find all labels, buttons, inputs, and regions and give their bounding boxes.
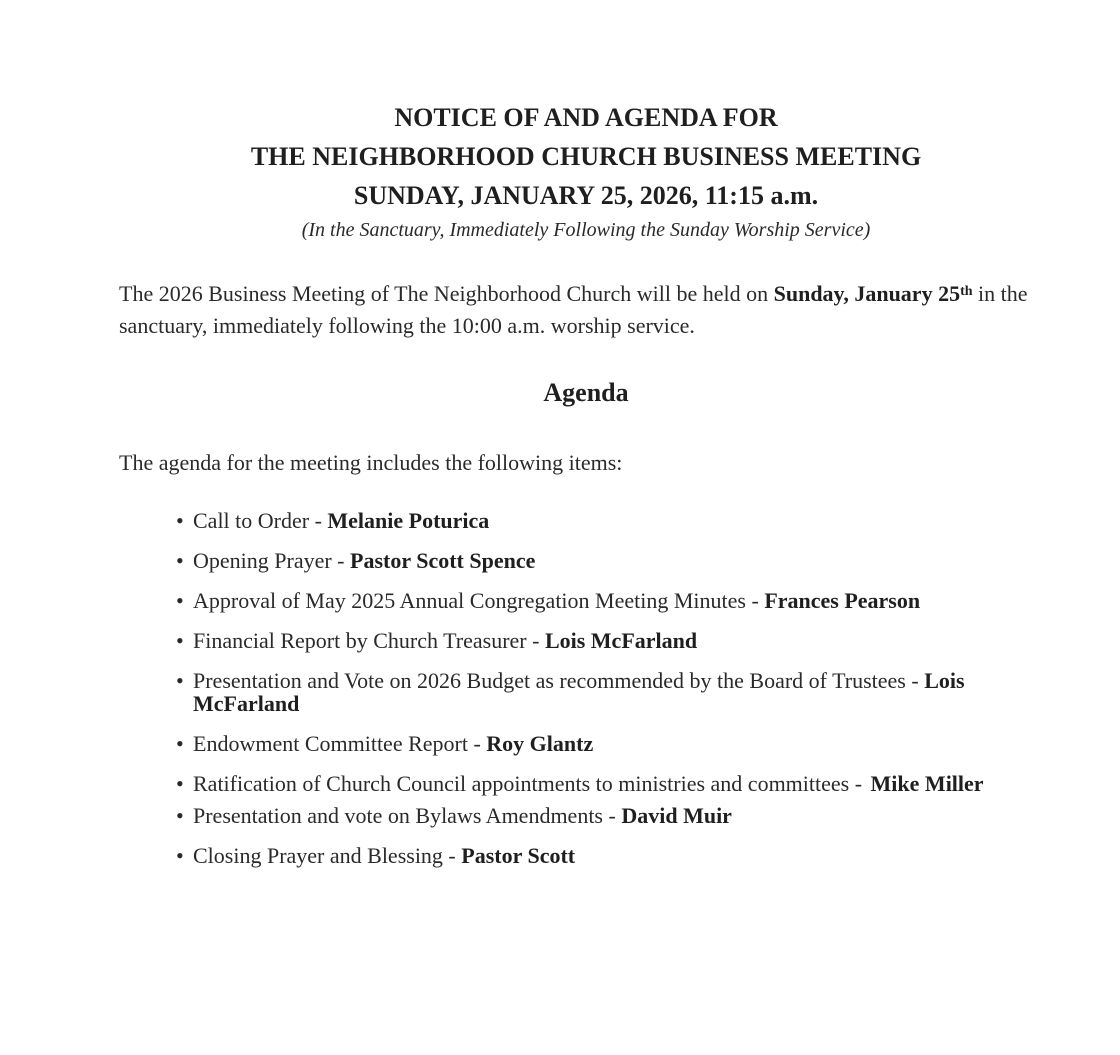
agenda-item-text: Presentation and Vote on 2026 Budget as recommended by the Board of Trustees - — [193, 668, 925, 693]
intro-text-after: in the sanctuary, immediately following the 10:00 a.m. worship service. — [119, 281, 1028, 338]
agenda-item — [176, 732, 1056, 755]
agenda-item-text: Presentation and vote on Bylaws Amendments - — [193, 803, 622, 828]
agenda-item-person: Lois McFarland — [544, 628, 698, 653]
agenda-item-text: Ratification of Church Council appointments to ministries and committees - — [193, 771, 868, 796]
bullet-icon: • — [176, 508, 184, 533]
bullet-icon: • — [176, 588, 184, 613]
bullet-icon: • — [176, 731, 184, 756]
intro-text-before: The 2026 Business Meeting of The Neighborhood Church will be held on — [119, 281, 774, 306]
agenda-item-text: Approval of May 2025 Annual Congregation Meeting Minutes - — [193, 588, 765, 613]
agenda-item-person: David Muir — [621, 803, 732, 828]
agenda-item — [176, 509, 1056, 532]
title-line-2: THE NEIGHBORHOOD CHURCH BUSINESS MEETING — [250, 142, 922, 171]
bullet-icon: • — [176, 843, 184, 868]
agenda-item-person: Roy Glantz — [486, 731, 594, 756]
title-line-1: NOTICE OF AND AGENDA FOR — [394, 103, 778, 132]
bullet-icon: • — [176, 548, 184, 573]
agenda-item-person: Frances Pearson — [764, 588, 921, 613]
intro-paragraph — [119, 278, 1039, 342]
bullet-icon: • — [176, 628, 184, 653]
agenda-item-person: Lois McFarland — [193, 668, 965, 716]
agenda-item — [176, 764, 1056, 803]
bullet-icon: • — [176, 771, 184, 796]
bullet-icon: • — [176, 803, 184, 828]
bullet-icon: • — [176, 668, 184, 693]
agenda-item — [176, 589, 1056, 612]
intro-date: Sunday, January 25 — [773, 281, 961, 306]
intro-date-suffix: th — [960, 284, 973, 299]
agenda-intro: The agenda for the meeting includes the following items: — [119, 450, 623, 475]
agenda-item-person: Pastor Scott Spence — [350, 548, 536, 573]
agenda-item-text: Financial Report by Church Treasurer - — [193, 628, 545, 653]
agenda-item — [176, 844, 1056, 867]
title-line-3: SUNDAY, JANUARY 25, 2026, 11:15 a.m. — [353, 181, 819, 210]
agenda-item-text: Endowment Committee Report - — [193, 731, 487, 756]
agenda-item-text: Opening Prayer - — [193, 548, 351, 573]
title-block — [0, 98, 1120, 248]
agenda-item-person: Mike Miller — [870, 771, 984, 796]
agenda-item-text: Closing Prayer and Blessing - — [193, 843, 462, 868]
agenda-heading: Agenda — [543, 378, 629, 407]
agenda-item — [176, 549, 1056, 572]
agenda-item — [176, 669, 1056, 715]
agenda-item-person: Pastor Scott — [461, 843, 576, 868]
agenda-item — [176, 804, 1056, 827]
agenda-list — [176, 509, 1056, 884]
agenda-item-person: Melanie Poturica — [327, 508, 490, 533]
subtitle: (In the Sanctuary, Immediately Following the Sunday Worship Service) — [301, 219, 871, 241]
agenda-item-text: Call to Order - — [193, 508, 328, 533]
agenda-item — [176, 629, 1056, 652]
